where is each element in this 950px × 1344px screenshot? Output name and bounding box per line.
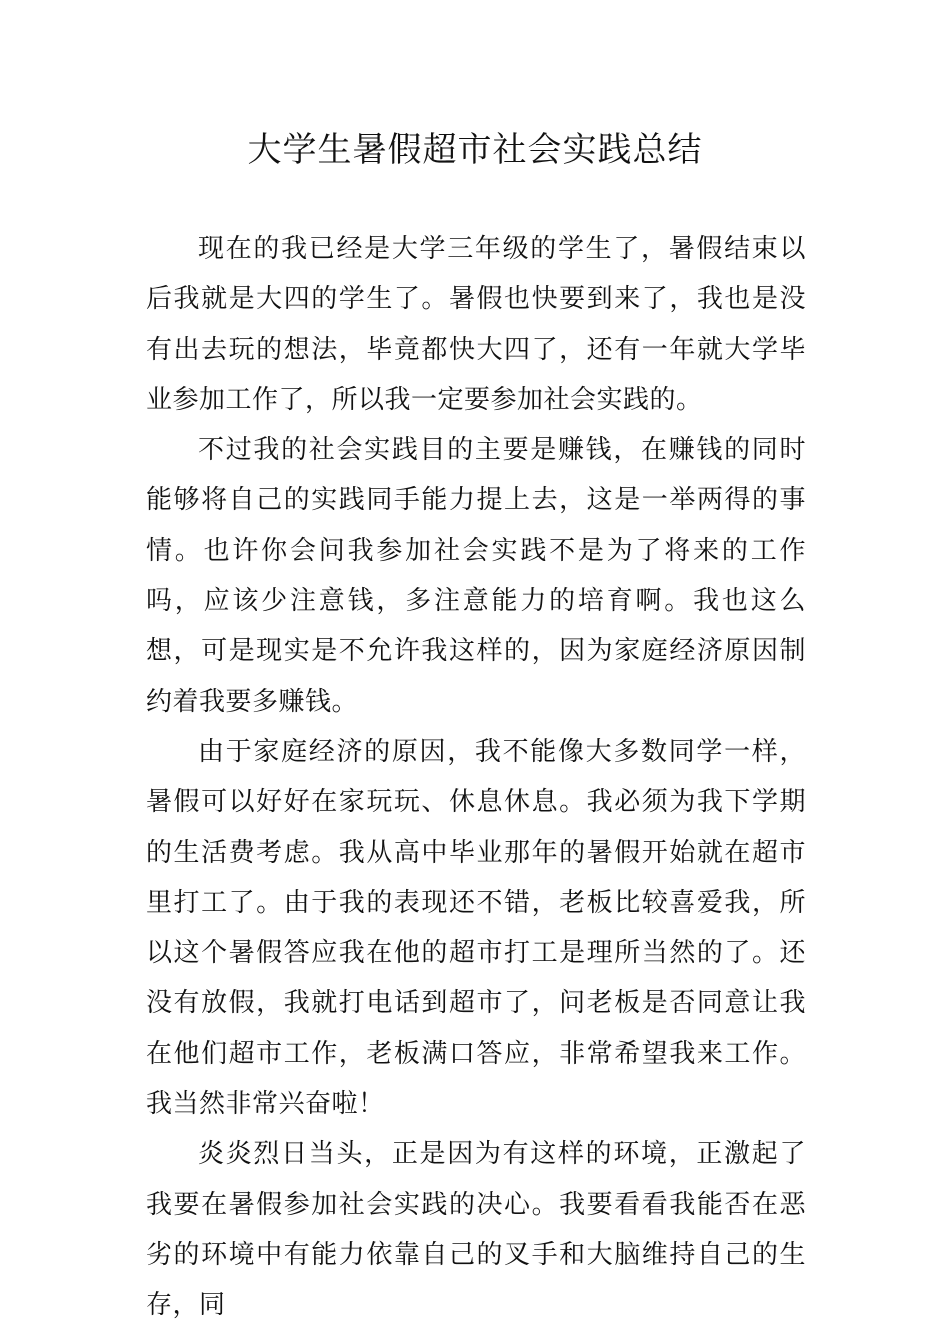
paragraph-3: 由于家庭经济的原因，我不能像大多数同学一样，暑假可以好好在家玩玩、休息休息。我必须为我下学期的生活费考虑。我从高中毕业那年的暑假开始就在超市里打工了。由于我的表现还不错，老板比较喜爱我，所以这个暑假答应我在他的超市打工是理所当然的了。还没有放假，我就打电话到超市了，问老板是否同意让我在他们超市工作，老板满口答应，非常希望我来工作。我当然非常兴奋啦！ (146, 736, 806, 1120)
paragraph-4: 炎炎烈日当头，正是因为有这样的环境，正激起了我要在暑假参加社会实践的决心。我要看看我能否在恶劣的环境中有能力依靠自己的叉手和大脑维持自己的生存，同 (146, 1139, 806, 1321)
document-title: 大学生暑假超市社会实践总结 (247, 130, 703, 170)
paragraph-1: 现在的我已经是大学三年级的学生了，暑假结束以后我就是大四的学生了。暑假也快要到来了，我也是没有出去玩的想法，毕竟都快大四了，还有一年就大学毕业参加工作了，所以我一定要参加社会实践的。 (146, 234, 806, 415)
document-body (146, 224, 806, 1331)
paragraph-2: 不过我的社会实践目的主要是赚钱，在赚钱的同时能够将自己的实践同手能力提上去，这是一举两得的事情。也许你会问我参加社会实践不是为了将来的工作吗，应该少注意钱，多注意能力的培育啊。我也这么想，可是现实是不允许我这样的，因为家庭经济原因制约着我要多赚钱。 (146, 435, 806, 717)
